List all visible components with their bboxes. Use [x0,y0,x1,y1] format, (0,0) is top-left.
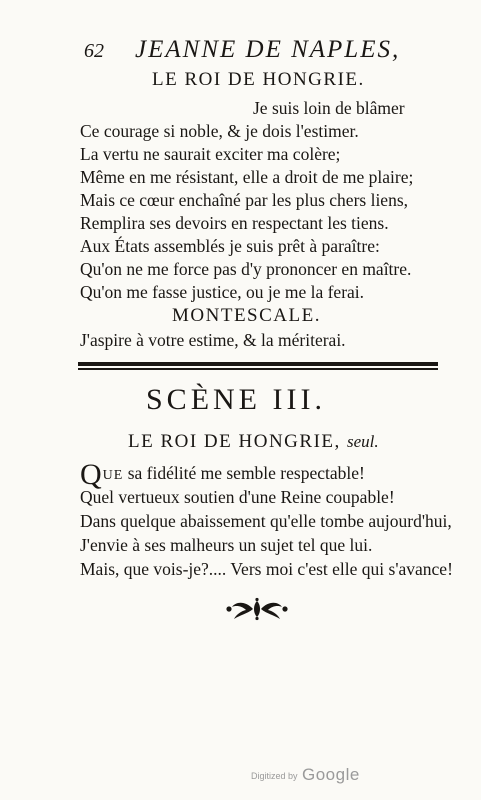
verse-line: La vertu ne saurait exciter ma colère; [80,144,341,164]
verse-line: Aux États assemblés je suis prêt à paraître: [80,236,380,256]
google-logo: Google [301,765,360,784]
digitized-watermark [251,765,360,785]
verse-line: Quel vertueux soutien d'une Reine coupable! [80,487,395,507]
verse-line: Ce courage si noble, & je dois l'estimer. [80,121,359,141]
verse-line: Qu'on me fasse justice, ou je me la ferai. [80,282,365,302]
scene-character: LE ROI DE HONGRIE, [128,431,341,452]
digitized-by-label: Digitized by [251,771,298,781]
drop-cap: Q [80,458,102,491]
page-number: 62 [84,40,104,62]
verse-line: J'aspire à votre estime, & la mériterai. [80,330,346,350]
fleuron-ornament-icon [224,597,290,621]
verse-line: Qu'on ne me force pas d'y prononcer en maître. [80,259,412,279]
first-word-smallcaps: UE [102,468,124,483]
verse-line: Remplira ses devoirs en respectant les tiens. [80,213,389,233]
scene-divider-thick [78,362,438,366]
scene-title: SCÈNE III. [146,383,326,416]
speaker-montescale: MONTESCALE. [172,305,321,326]
verse-line: Même en me résistant, elle a droit de me plaire; [80,167,414,187]
verse-line-first [80,458,365,491]
verse-line: Dans quelque abaissement qu'elle tombe aujourd'hui, [80,511,452,531]
speaker-roi-de-hongrie: LE ROI DE HONGRIE. [152,69,365,90]
scene-character-heading [128,431,379,453]
verse-line: Je suis loin de blâmer [253,98,405,118]
verse-line: Mais ce cœur enchaîné par les plus chers liens, [80,190,409,210]
verse-line: Mais, que vois-je?.... Vers moi c'est elle qui s'avance! [80,559,453,579]
first-line-rest: sa fidélité me semble respectable! [123,463,365,483]
stage-direction: seul. [347,432,379,451]
running-title: JEANNE DE NAPLES, [135,36,401,63]
verse-line: J'envie à ses malheurs un sujet tel que lui. [80,535,373,555]
scene-divider-thin [78,368,438,370]
